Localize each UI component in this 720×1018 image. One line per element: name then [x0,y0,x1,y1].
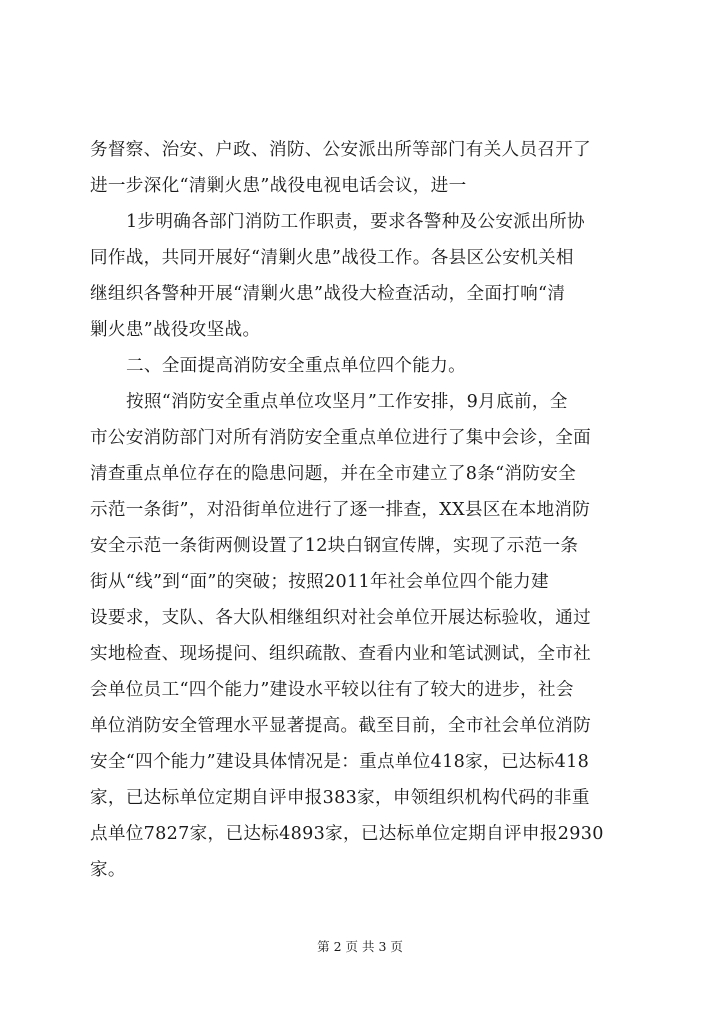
text-line: 会单位员工“四个能力”建设水平较以往有了较大的进步，社会 [90,680,574,700]
heading-line: 二、全面提高消防安全重点单位四个能力。 [126,356,466,376]
text-line: 示范一条街”，对沿街单位进行了逐一排查，XX县区在本地消防 [90,500,591,520]
text-line: 按照“消防安全重点单位攻坚月”工作安排，9月底前，全 [126,392,568,412]
text-line: 安全示范一条街两侧设置了12块白钢宣传牌，实现了示范一条 [90,536,579,556]
body-text [90,132,636,888]
text-line: 进一步深化“清剿火患”战役电视电话会议，进一 [90,176,467,196]
page-number: 第 2 页 共 3 页 [317,939,403,954]
text-line: 街从“线”到“面”的突破；按照2011年社会单位四个能力建 [90,572,549,592]
text-line: 务督察、治安、户政、消防、公安派出所等部门有关人员召开了 [90,140,592,160]
text-line: 设要求，支队、各大队相继组织对社会单位开展达标验收，通过 [90,608,592,628]
text-line: 剿火患”战役攻坚战。 [90,320,261,340]
text-line: 安全“四个能力”建设具体情况是：重点单位418家，已达标418 [90,752,590,772]
text-line: 家。 [90,860,126,880]
page-footer [0,937,720,955]
text-line: 继组织各警种开展“清剿火患”战役大检查活动，全面打响“清 [90,284,566,304]
text-line: 同作战，共同开展好“清剿火患”战役工作。各县区公安机关相 [90,248,574,268]
text-line: 市公安消防部门对所有消防安全重点单位进行了集中会诊，全面 [90,428,592,448]
text-line: 清查重点单位存在的隐患问题，并在全市建立了8条“消防安全 [90,464,577,484]
section-heading [90,348,636,384]
text-line: 点单位7827家，已达标4893家，已达标单位定期自评申报2930 [90,824,604,844]
paragraph-duties [90,204,636,348]
paragraph-details [90,384,636,888]
text-line: 家，已达标单位定期自评申报383家，申领组织机构代码的非重 [90,788,590,808]
text-line: 单位消防安全管理水平显著提高。截至目前，全市社会单位消防 [90,716,592,736]
text-line: 实地检查、现场提问、组织疏散、查看内业和笔试测试，全市社 [90,644,592,664]
text-line: 1步明确各部门消防工作职责，要求各警种及公安派出所协 [126,212,585,232]
paragraph-continuation [90,132,636,204]
